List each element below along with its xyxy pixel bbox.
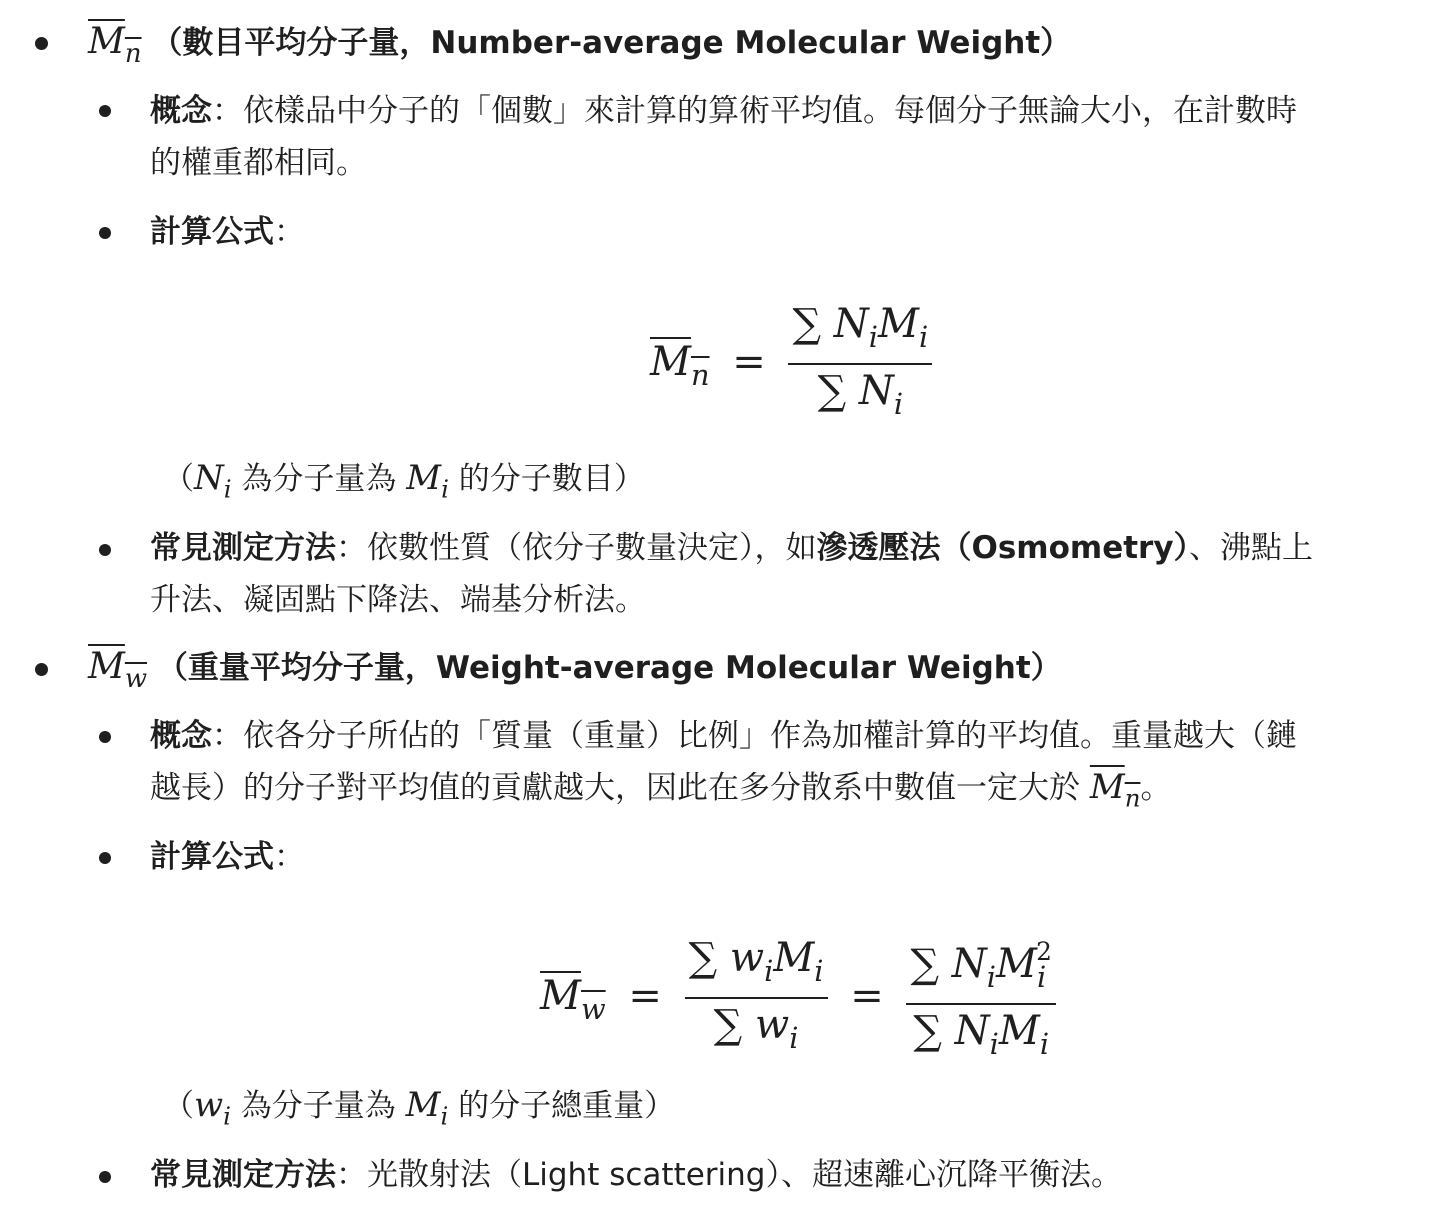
section-heading-mw <box>88 647 1062 699</box>
bullet <box>99 227 111 239</box>
colon: ： <box>274 839 305 875</box>
formula-label: 計算公式 <box>150 214 274 250</box>
bullet <box>99 544 111 556</box>
paren: （ <box>163 461 194 497</box>
methods-label: 常見測定方法 <box>150 1157 336 1193</box>
methods-text-b: 、沸點上 <box>1189 530 1314 566</box>
concept-paragraph <box>150 716 1297 756</box>
methods-text: ：依數性質（依分子數量決定），如 <box>336 530 817 566</box>
mw-symbol: $M_w$ <box>88 646 148 695</box>
period: 。 <box>1140 770 1172 806</box>
section-heading-mn <box>88 22 1071 74</box>
methods-paragraph-cont: 升法、凝固點下降法、端基分析法。 <box>150 582 646 618</box>
formula-label: 計算公式 <box>150 839 274 875</box>
bullet <box>35 663 48 676</box>
variable-note: （$N_i$ 為分子量為 $M_i$ 的分子數目） <box>163 458 645 504</box>
bullet <box>99 731 111 743</box>
concept-label: 概念 <box>150 718 212 754</box>
formula-label-line <box>150 212 305 252</box>
bullet <box>99 1171 111 1183</box>
equation-mw: $M_w$ = $\frac{\sum w_iM_i}{\sum w_i}$ = $\frac{\sum N_iM_i^2}{\sum N_iM_i}$ <box>540 926 1056 1071</box>
concept-text: ：依樣品中分子的「個數」來計算的算術平均值。每個分子無論大小，在計數時 <box>212 93 1297 129</box>
concept-paragraph-cont: 的權重都相同。 <box>150 145 367 181</box>
bullet <box>99 852 111 864</box>
paren: （ <box>163 1088 194 1124</box>
mn-symbol: $M_n$ <box>88 21 142 70</box>
variable-note: （$w_i$ 為分子量為 $M_i$ 的分子總重量） <box>163 1085 676 1131</box>
methods-paragraph <box>150 528 1313 568</box>
concept-text: 越長）的分子對平均值的貢獻越大，因此在多分散系中數值一定大於 <box>150 770 1090 806</box>
bullet <box>99 105 111 117</box>
formula-label-line <box>150 837 305 877</box>
methods-label: 常見測定方法 <box>150 530 336 566</box>
note-text: 為分子量為 <box>231 461 407 497</box>
concept-label: 概念 <box>150 93 212 129</box>
note-text-end: 的分子總重量） <box>448 1088 676 1124</box>
concept-text: ：依各分子所佔的「質量（重量）比例」作為加權計算的平均值。重量越大（鏈 <box>212 718 1297 754</box>
note-text: 為分子量為 <box>230 1088 406 1124</box>
heading-title: （數目平均分子量，Number-average Molecular Weight） <box>151 25 1072 61</box>
bullet <box>35 37 48 50</box>
methods-text: ：光散射法（Light scattering）、超速離心沉降平衡法。 <box>336 1157 1122 1193</box>
note-text-end: 的分子數目） <box>448 461 645 497</box>
methods-paragraph <box>150 1155 1122 1195</box>
colon: ： <box>274 214 305 250</box>
concept-paragraph <box>150 91 1297 131</box>
equation-mn: $M_n$ = $\frac{\sum N_iM_i}{\sum N_i}$ <box>650 298 932 430</box>
methods-highlight: 滲透壓法（Osmometry） <box>816 530 1190 566</box>
heading-title: （重量平均分子量，Weight-average Molecular Weight） <box>156 650 1062 686</box>
concept-paragraph-cont: 越長）的分子對平均值的貢獻越大，因此在多分散系中數值一定大於 $M_n$。 <box>150 767 1172 813</box>
